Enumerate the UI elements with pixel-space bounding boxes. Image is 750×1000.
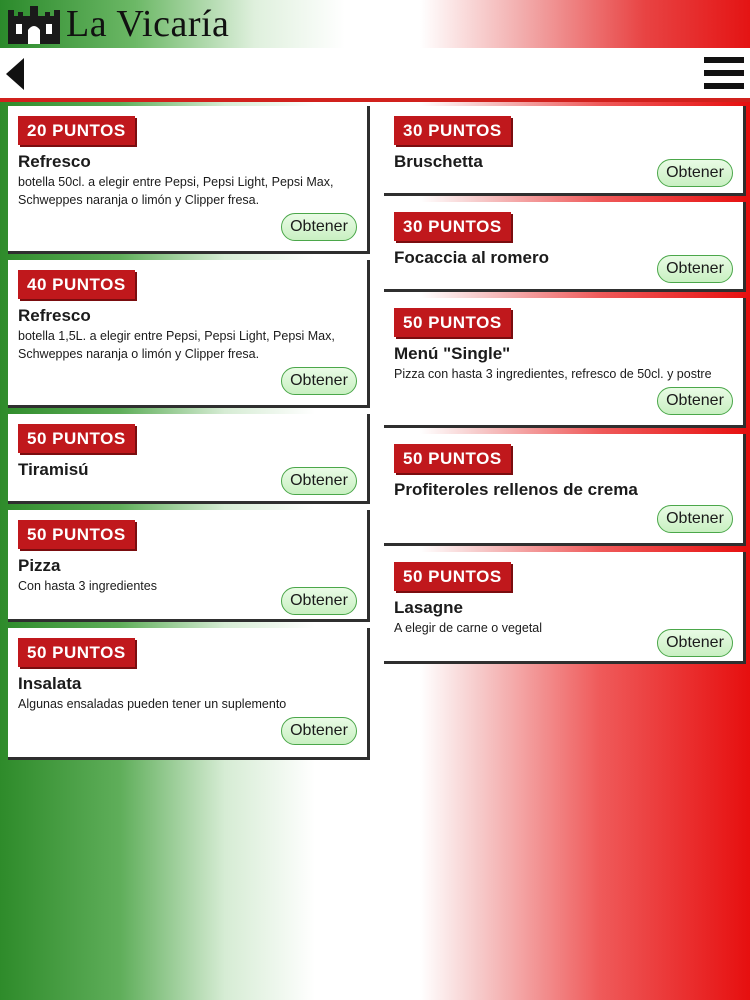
castle-logo-icon bbox=[8, 6, 60, 44]
back-arrow-icon[interactable] bbox=[4, 56, 28, 92]
obtener-button[interactable]: Obtener bbox=[657, 255, 733, 283]
reward-card bbox=[8, 414, 370, 504]
reward-title: Pizza bbox=[18, 556, 61, 575]
points-badge: 20 PUNTOS bbox=[18, 116, 135, 145]
rewards-column-left bbox=[8, 106, 370, 766]
reward-title: Menú "Single" bbox=[394, 344, 511, 363]
obtener-button[interactable]: Obtener bbox=[281, 717, 357, 745]
reward-description: Pizza con hasta 3 ingredientes, refresco de 50cl. y postre bbox=[394, 367, 712, 381]
reward-title: Bruschetta bbox=[394, 152, 483, 171]
points-badge: 50 PUNTOS bbox=[18, 520, 135, 549]
reward-title: Lasagne bbox=[394, 598, 463, 617]
reward-card bbox=[8, 510, 370, 622]
reward-description: Algunas ensaladas pueden tener un suplemento bbox=[18, 697, 287, 711]
navigation-bar bbox=[0, 48, 750, 102]
app-title: La Vicaría bbox=[66, 3, 230, 45]
obtener-button[interactable]: Obtener bbox=[657, 159, 733, 187]
points-badge: 50 PUNTOS bbox=[394, 444, 511, 473]
obtener-button[interactable]: Obtener bbox=[657, 505, 733, 533]
reward-card bbox=[8, 106, 370, 254]
reward-card bbox=[384, 552, 746, 664]
reward-title: Insalata bbox=[18, 674, 82, 693]
reward-description: botella 1,5L. a elegir entre Pepsi, Pepsi Light, Pepsi Max, Schweppes naranja o limón y Clipper fresa. bbox=[18, 329, 335, 361]
obtener-button[interactable]: Obtener bbox=[281, 367, 357, 395]
points-badge: 50 PUNTOS bbox=[394, 308, 511, 337]
reward-card bbox=[384, 202, 746, 292]
reward-title: Focaccia al romero bbox=[394, 248, 549, 267]
reward-title: Refresco bbox=[18, 306, 91, 325]
rewards-column-right bbox=[384, 106, 746, 670]
app-header bbox=[0, 0, 750, 48]
reward-card bbox=[384, 106, 746, 196]
points-badge: 50 PUNTOS bbox=[18, 638, 135, 667]
reward-card bbox=[384, 298, 746, 428]
obtener-button[interactable]: Obtener bbox=[657, 629, 733, 657]
reward-title: Tiramisú bbox=[18, 460, 89, 479]
reward-card bbox=[8, 628, 370, 760]
obtener-button[interactable]: Obtener bbox=[281, 213, 357, 241]
points-badge: 30 PUNTOS bbox=[394, 116, 511, 145]
obtener-button[interactable]: Obtener bbox=[657, 387, 733, 415]
reward-description: botella 50cl. a elegir entre Pepsi, Pepsi Light, Pepsi Max, Schweppes naranja o limón y Clipper fresa. bbox=[18, 175, 334, 207]
reward-description: A elegir de carne o vegetal bbox=[394, 621, 543, 635]
hamburger-menu-icon[interactable] bbox=[704, 55, 744, 91]
points-badge: 30 PUNTOS bbox=[394, 212, 511, 241]
reward-card bbox=[8, 260, 370, 408]
reward-title: Profiteroles rellenos de crema bbox=[394, 480, 638, 499]
reward-title: Refresco bbox=[18, 152, 91, 171]
points-badge: 50 PUNTOS bbox=[394, 562, 511, 591]
reward-card bbox=[384, 434, 746, 546]
points-badge: 50 PUNTOS bbox=[18, 424, 135, 453]
obtener-button[interactable]: Obtener bbox=[281, 467, 357, 495]
reward-description: Con hasta 3 ingredientes bbox=[18, 579, 157, 593]
points-badge: 40 PUNTOS bbox=[18, 270, 135, 299]
obtener-button[interactable]: Obtener bbox=[281, 587, 357, 615]
